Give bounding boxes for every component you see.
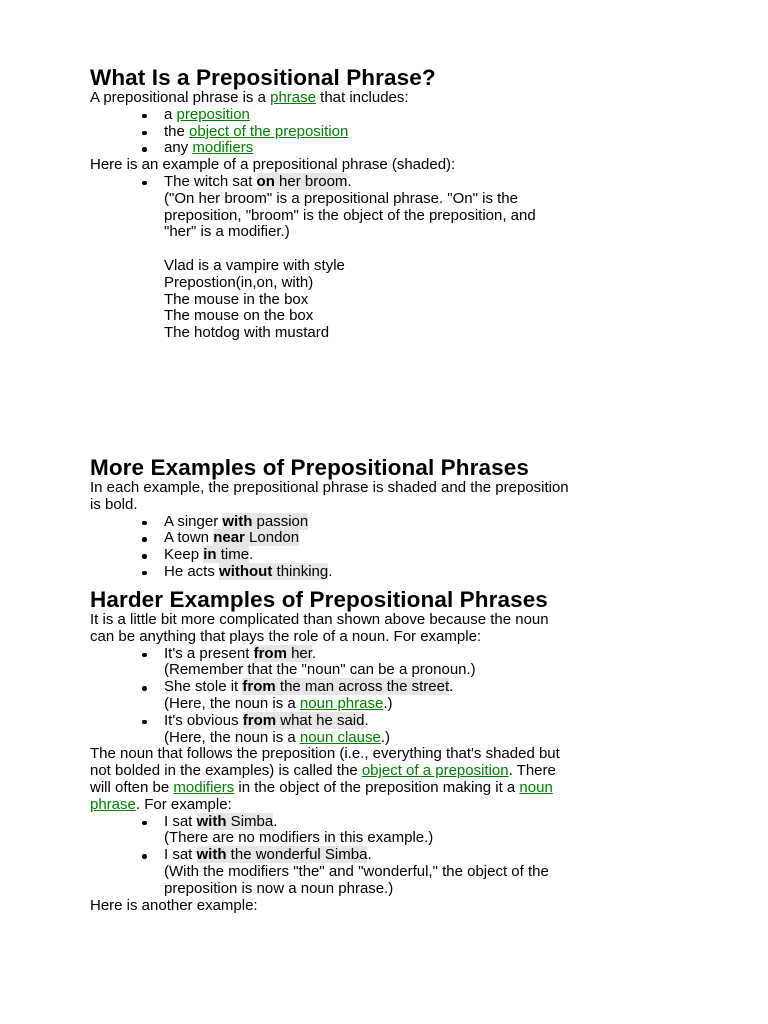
list-item: the object of the preposition bbox=[164, 124, 690, 141]
prepositional-phrase: from the man across the street bbox=[242, 678, 450, 696]
intro-line: It is a little bit more complicated than shown above because the noun bbox=[90, 611, 549, 628]
section-title: More Examples of Prepositional Phrases bbox=[90, 455, 529, 480]
outro-line: Here is another example: bbox=[90, 896, 258, 914]
object-of-a-preposition-link[interactable]: object of a preposition bbox=[361, 762, 509, 780]
prepositional-phrase: with Simba bbox=[196, 812, 274, 830]
phrase-link[interactable]: phrase bbox=[270, 89, 316, 106]
list-item: He acts without thinking. bbox=[164, 564, 690, 581]
example-intro: Here is an example of a prepositional phrase (shaded): bbox=[90, 156, 456, 174]
prepositional-phrase: with the wonderful Simba bbox=[196, 846, 368, 864]
extra-line: The hotdog with mustard bbox=[164, 324, 330, 342]
prepositional-phrase: with passion bbox=[222, 512, 309, 530]
prepositional-phrase: in time bbox=[203, 546, 250, 564]
intro-line: can be anything that plays the role of a noun. For example: bbox=[90, 627, 482, 645]
extra-line: Vlad is a vampire with style bbox=[164, 256, 345, 274]
harder-examples-list bbox=[90, 646, 690, 747]
section-harder-examples bbox=[90, 588, 690, 914]
prepositional-phrase: near London bbox=[213, 529, 300, 547]
section-title: Harder Examples of Prepositional Phrases bbox=[90, 587, 548, 612]
list-item: The witch sat on her broom. ("On her broom" is a prepositional phrase. "On" is the preposition, "broom" is the object of the preposition, and "her" is a modifier.) Vlad is a vampire with style Prepostion(in,on, with) The mouse in the box The mouse on the box The hotdog with mustard bbox=[164, 174, 690, 342]
paragraph-line: phrase. For example: bbox=[90, 795, 232, 813]
paragraph-line: will often be modifiers in the object of the preposition making it a noun bbox=[90, 778, 553, 796]
examples-list bbox=[90, 514, 690, 581]
prepositional-phrase: from her bbox=[253, 644, 312, 662]
list-item: Keep in time. bbox=[164, 547, 690, 564]
extra-line: The mouse in the box bbox=[164, 290, 309, 308]
object-of-preposition-link[interactable]: object of the preposition bbox=[189, 122, 349, 140]
modifiers-link[interactable]: modifiers bbox=[192, 139, 254, 157]
paragraph-line: not bolded in the examples) is called the object of a preposition. There bbox=[90, 762, 556, 780]
document-page bbox=[90, 66, 690, 914]
noun-clause-link[interactable]: noun clause bbox=[299, 728, 381, 746]
noun-phrase-link[interactable]: noun bbox=[519, 778, 553, 796]
list-item: A town near London bbox=[164, 530, 690, 547]
paragraph-line: The noun that follows the preposition (i.e., everything that's shaded but bbox=[90, 745, 560, 763]
section-title: What Is a Prepositional Phrase? bbox=[90, 65, 436, 90]
prepositional-phrase: from what he said bbox=[242, 711, 365, 729]
extra-line: Prepostion(in,on, with) bbox=[164, 273, 314, 291]
list-item: A singer with passion bbox=[164, 514, 690, 531]
explanation-line: preposition, "broom" is the object of the preposition, and bbox=[164, 206, 536, 224]
intro-paragraph: A prepositional phrase is a phrase that includes: bbox=[90, 89, 409, 106]
note-line: (Here, the noun is a noun clause.) bbox=[164, 728, 390, 746]
note-line: (Remember that the "noun" can be a pronoun.) bbox=[164, 661, 476, 679]
example-list bbox=[90, 174, 690, 342]
extra-line: The mouse on the box bbox=[164, 307, 314, 325]
list-item: It's a present from her. (Remember that the "noun" can be a pronoun.) bbox=[164, 646, 690, 680]
noun-phrase-link[interactable]: noun phrase bbox=[299, 694, 384, 712]
noun-phrase-link[interactable]: phrase bbox=[90, 795, 136, 813]
note-line: (Here, the noun is a noun phrase.) bbox=[164, 694, 393, 712]
list-item: I sat with Simba. (There are no modifiers in this example.) bbox=[164, 814, 690, 848]
simba-examples-list bbox=[90, 814, 690, 898]
list-item: any modifiers bbox=[164, 140, 690, 157]
components-list bbox=[90, 107, 690, 157]
note-line: (With the modifiers "the" and "wonderful," the object of the bbox=[164, 862, 549, 880]
list-item: I sat with the wonderful Simba. (With the modifiers "the" and "wonderful," the object of the preposition is now a noun phrase.) bbox=[164, 847, 690, 897]
intro-line: In each example, the prepositional phrase is shaded and the preposition bbox=[90, 479, 569, 496]
list-item: It's obvious from what he said. (Here, the noun is a noun clause.) bbox=[164, 713, 690, 747]
note-line: preposition is now a noun phrase.) bbox=[164, 879, 394, 897]
note-line: (There are no modifiers in this example.) bbox=[164, 829, 434, 847]
preposition-link[interactable]: preposition bbox=[176, 105, 250, 123]
section-what-is bbox=[90, 66, 690, 456]
explanation-line: ("On her broom" is a prepositional phrase. "On" is the bbox=[164, 189, 518, 207]
explanation-line: "her" is a modifier.) bbox=[164, 223, 290, 241]
list-item: She stole it from the man across the street. (Here, the noun is a noun phrase.) bbox=[164, 679, 690, 713]
modifiers-link[interactable]: modifiers bbox=[173, 778, 235, 796]
intro-line: is bold. bbox=[90, 495, 138, 513]
prepositional-phrase: on her broom bbox=[256, 172, 348, 190]
prepositional-phrase: without thinking bbox=[219, 562, 329, 580]
list-item: a preposition bbox=[164, 107, 690, 124]
section-more-examples bbox=[90, 456, 690, 588]
